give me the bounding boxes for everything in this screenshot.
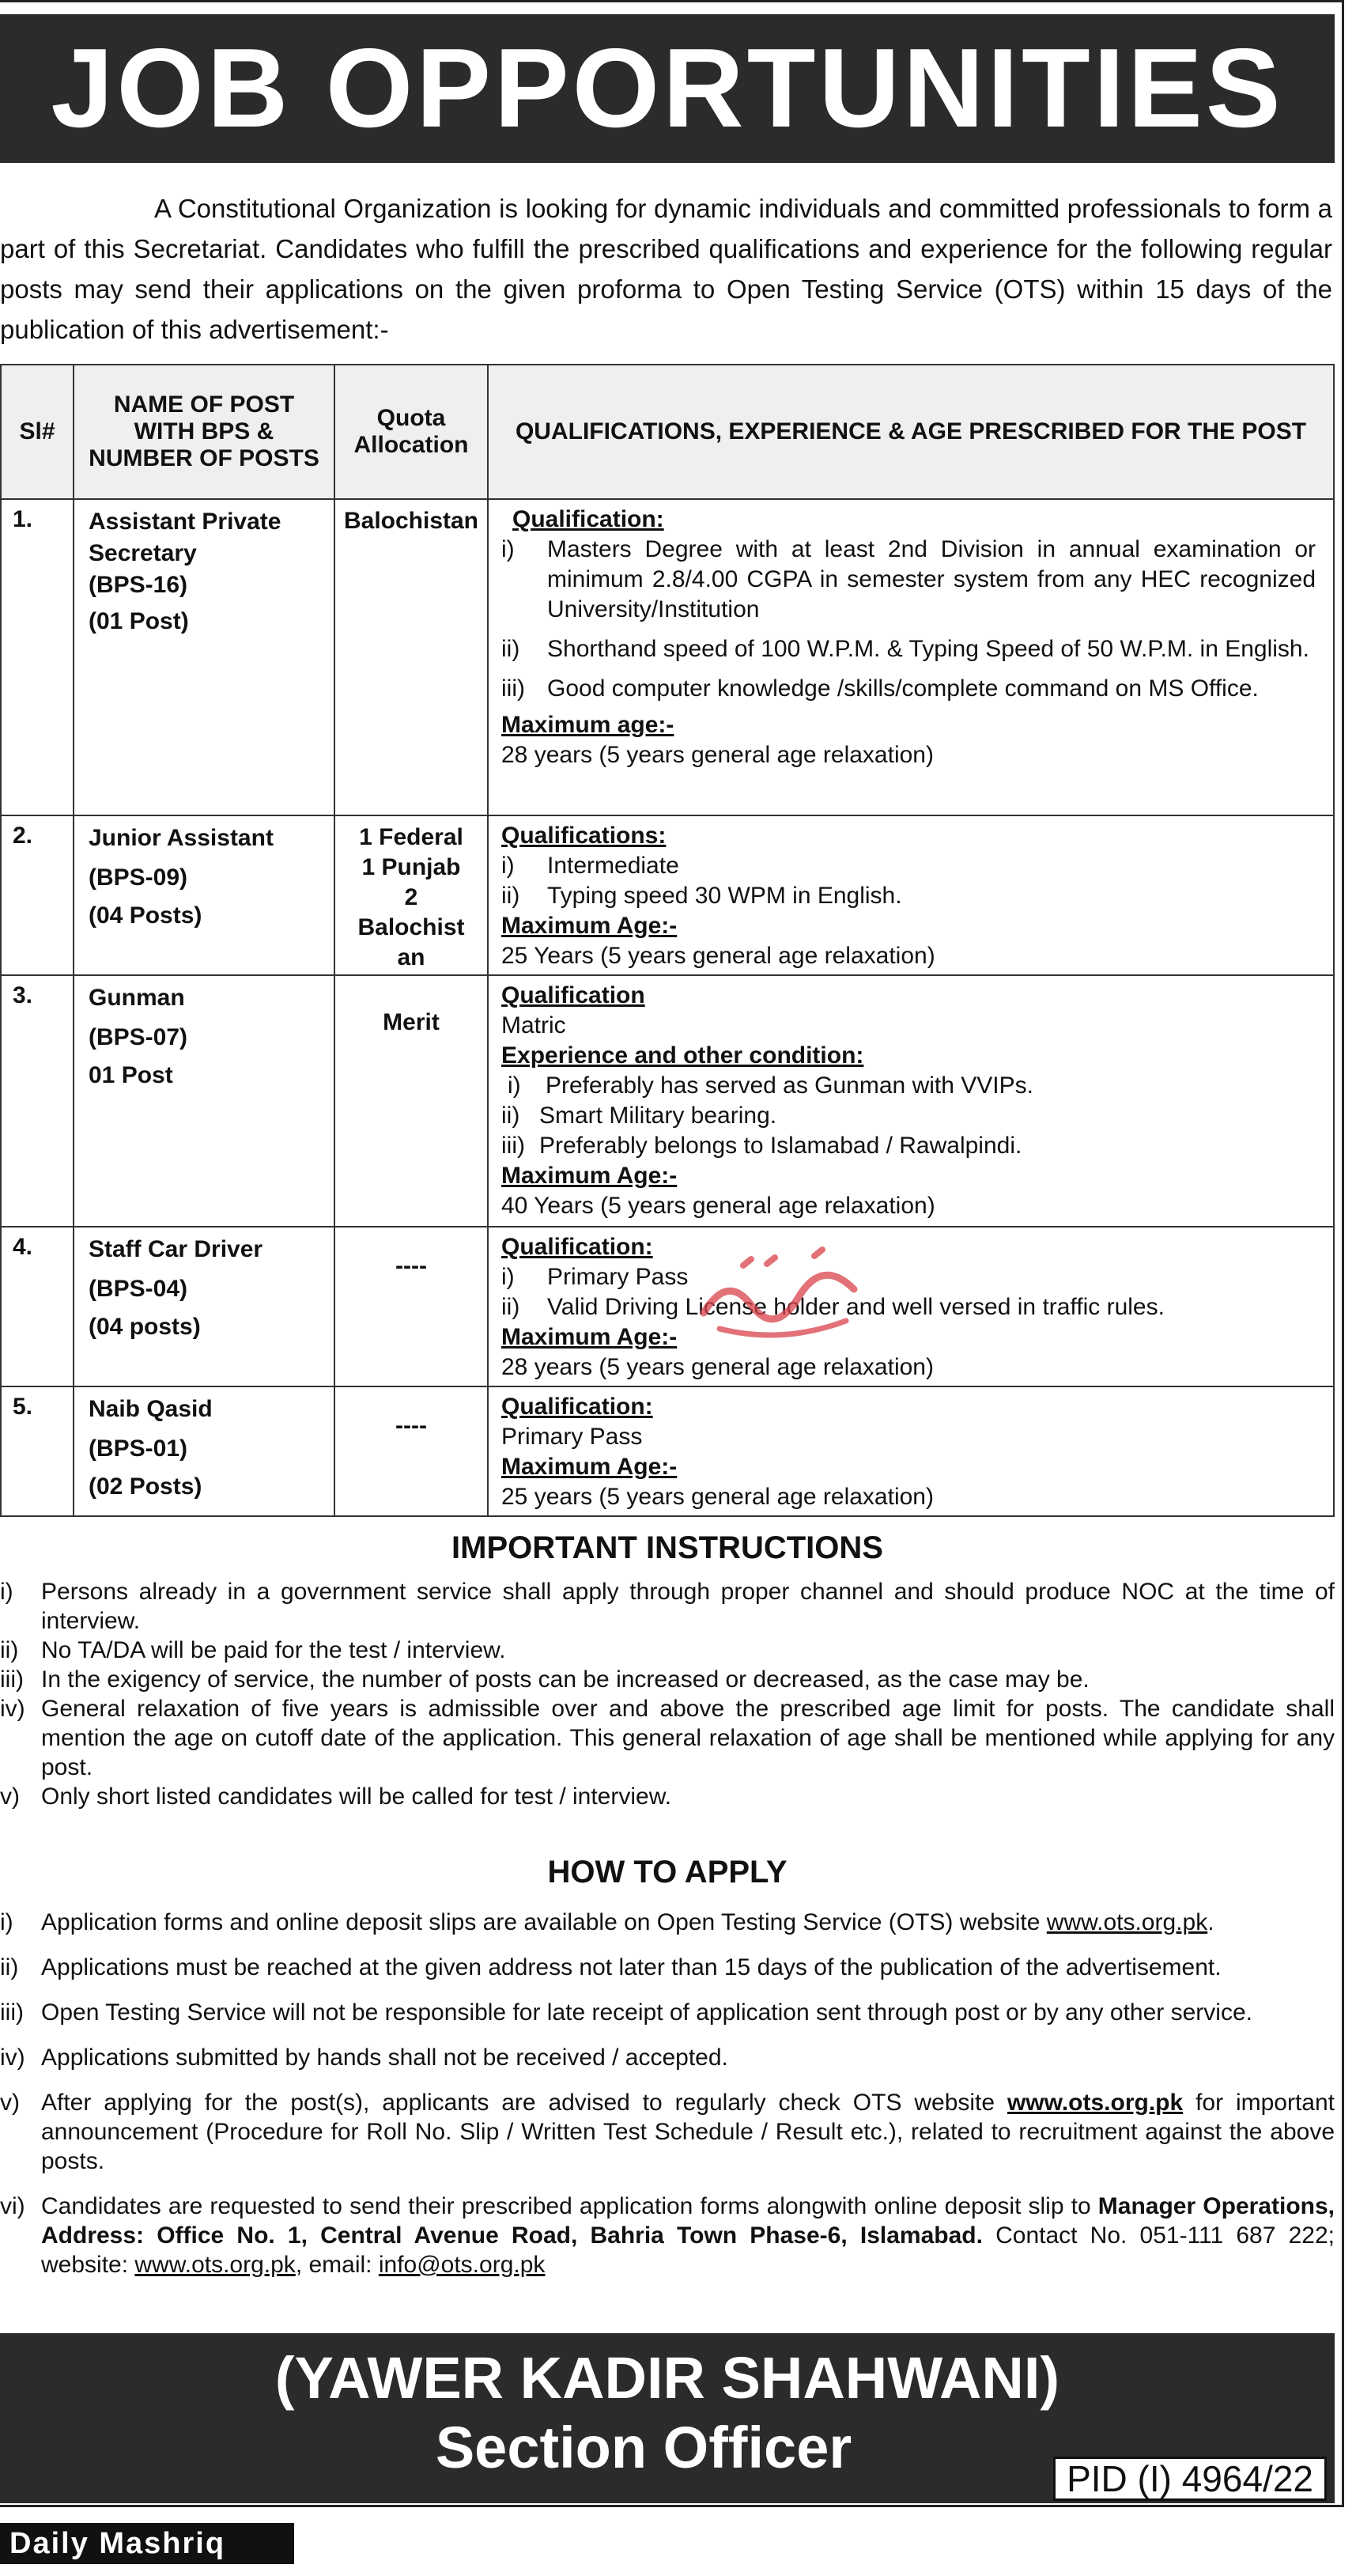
- list-item: [501, 1131, 1316, 1161]
- list-item: [501, 1262, 1316, 1292]
- apply-list: [0, 1908, 1335, 2279]
- quota-cell: Merit: [334, 975, 488, 1227]
- post-bps: (BPS-16): [89, 572, 188, 598]
- item-number: ii): [501, 636, 520, 662]
- header-post: NAME OF POST WITH BPS & NUMBER OF POSTS: [74, 365, 334, 499]
- list-item: [0, 1665, 1335, 1694]
- item-text: General relaxation of five years is admissible over and above the prescribed age limit for posts. The candidate shall mention the age on cutoff date of the application. This general relaxation of age shall be mentioned while applying for any post.: [41, 1696, 1335, 1780]
- quota-line: Balochist: [357, 914, 465, 940]
- quota-cell: ----: [334, 1386, 488, 1516]
- list-item: [501, 634, 1316, 664]
- item-text: No TA/DA will be paid for the test / interview.: [41, 1637, 506, 1663]
- quota-cell: Balochistan: [334, 499, 488, 815]
- list-item: [0, 1577, 1335, 1636]
- item-text: [41, 1908, 1335, 1937]
- item-number: iv): [0, 2045, 25, 2071]
- item-text: Shorthand speed of 100 W.P.M. & Typing Speed of 50 W.P.M. in English.: [547, 636, 1309, 662]
- newspaper-name: Daily Mashriq: [0, 2523, 294, 2564]
- post-count: (02 Posts): [89, 1473, 202, 1500]
- item-number: iii): [0, 1999, 24, 2026]
- item-text: Applications submitted by hands shall not be received / accepted.: [41, 2045, 728, 2071]
- quota-cell: ----: [334, 1227, 488, 1386]
- age-heading: Maximum Age:-: [501, 1163, 678, 1189]
- item-number: iv): [0, 1696, 25, 1722]
- item-text-part: Application forms and online deposit slips are available on Open Testing Service (OTS) website: [41, 1909, 1047, 1935]
- item-text: Persons already in a government service shall apply through proper channel and should produce NOC at the time of interview.: [41, 1579, 1335, 1634]
- ots-website-link[interactable]: www.ots.org.pk: [1007, 2090, 1184, 2116]
- post-bps: (BPS-01): [89, 1436, 188, 1462]
- list-item: [501, 1101, 1316, 1131]
- item-text-part: Contact No. 051-111 687 222; website:: [41, 2222, 1335, 2278]
- item-text: [41, 2192, 1335, 2279]
- signature-block: [0, 2333, 1335, 2503]
- item-number: ii): [501, 1294, 520, 1320]
- item-text-part: Candidates are requested to send their prescribed application forms alongwith online deposit slip to: [41, 2193, 1098, 2219]
- age-text: 25 years (5 years general age relaxation): [501, 1484, 934, 1510]
- post-cell: [74, 499, 334, 815]
- post-cell: [74, 1227, 334, 1386]
- instructions-title: IMPORTANT INSTRUCTIONS: [451, 1530, 883, 1565]
- quota-line: 2: [404, 884, 418, 910]
- list-item: [0, 1694, 1335, 1782]
- age-heading: Maximum Age:-: [501, 1324, 678, 1350]
- age-text: 28 years (5 years general age relaxation): [501, 1354, 934, 1380]
- item-text: Masters Degree with at least 2nd Division in annual examination or minimum 2.8/4.00 CGPA in semester system from any HEC recognized University/Institution: [547, 536, 1316, 622]
- list-item: [501, 851, 1316, 881]
- signatory-name: (YAWER KADIR SHAHWANI): [274, 2345, 1060, 2411]
- post-bps: (BPS-09): [89, 864, 188, 891]
- post-bps: (BPS-04): [89, 1276, 188, 1302]
- item-text: Only short listed candidates will be called for test / interview.: [41, 1784, 672, 1810]
- qualification-cell: [488, 1227, 1334, 1386]
- how-to-apply-title: HOW TO APPLY: [547, 1855, 788, 1889]
- list-item: [0, 1636, 1335, 1665]
- item-number: i): [0, 1579, 13, 1605]
- post-cell: [74, 1386, 334, 1516]
- table-row: [1, 1386, 1334, 1516]
- posts-table: [0, 364, 1335, 1517]
- header-sl: Sl#: [1, 365, 74, 499]
- post-name: Naib Qasid: [89, 1396, 213, 1422]
- table-row: [1, 1227, 1334, 1386]
- quota-line: 1 Punjab: [361, 854, 461, 880]
- item-text: In the exigency of service, the number of posts can be increased or decreased, as the case may be.: [41, 1666, 1090, 1693]
- item-text: Preferably has served as Gunman with VVIPs.: [546, 1072, 1033, 1099]
- item-number: v): [0, 2090, 20, 2116]
- table-header-row: [1, 365, 1334, 499]
- page-title: JOB OPPORTUNITIES: [51, 25, 1284, 151]
- item-text: Intermediate: [547, 853, 679, 879]
- post-name: Staff Car Driver: [89, 1236, 263, 1262]
- post-name: Gunman: [89, 985, 185, 1011]
- row-number: 3.: [1, 975, 74, 1227]
- list-item: [0, 2192, 1335, 2279]
- quota-line: an: [397, 944, 425, 970]
- table-row: [1, 975, 1334, 1227]
- signatory-title: Section Officer: [435, 2415, 852, 2480]
- item-text: Applications must be reached at the given address not later than 15 days of the publication of the advertisement.: [41, 1954, 1222, 1980]
- item-number: ii): [0, 1954, 19, 1980]
- item-text: Good computer knowledge /skills/complete command on MS Office.: [547, 675, 1259, 702]
- qualification-cell: [488, 815, 1334, 975]
- header-quota: Quota Allocation: [334, 365, 488, 499]
- post-bps: (BPS-07): [89, 1024, 188, 1050]
- list-item: [501, 535, 1316, 625]
- pid-number: PID (I) 4964/22: [1053, 2457, 1327, 2501]
- item-text: Smart Military bearing.: [539, 1103, 777, 1129]
- age-text: 25 Years (5 years general age relaxation): [501, 943, 935, 969]
- experience-heading: Experience and other condition:: [501, 1042, 864, 1069]
- item-number: i): [501, 1264, 515, 1290]
- qualification-heading: Qualification: [501, 982, 645, 1008]
- qualification-cell: [488, 499, 1334, 815]
- qualification-heading: Qualifications:: [501, 823, 667, 849]
- item-number: i): [0, 1909, 13, 1935]
- item-text: [41, 2088, 1335, 2176]
- age-heading: Maximum Age:-: [501, 913, 678, 939]
- header-banner: [0, 14, 1335, 163]
- intro-paragraph: [0, 188, 1332, 350]
- list-item: [0, 2088, 1335, 2176]
- list-item: [501, 1071, 1316, 1101]
- post-count: 01 Post: [89, 1062, 173, 1088]
- item-number: ii): [501, 883, 520, 909]
- age-text: 40 Years (5 years general age relaxation): [501, 1193, 935, 1219]
- item-text: Typing speed 30 WPM in English.: [547, 883, 902, 909]
- quota-line: 1 Federal: [359, 824, 463, 850]
- item-text: Preferably belongs to Islamabad / Rawalpindi.: [539, 1133, 1022, 1159]
- qualification-heading: Qualification:: [501, 1394, 653, 1420]
- item-text-part: , email:: [295, 2252, 379, 2278]
- post-name: Assistant Private Secretary: [89, 509, 281, 566]
- item-number: iii): [501, 675, 525, 702]
- how-to-apply-section: [0, 1855, 1335, 2279]
- item-number: iii): [0, 1666, 24, 1693]
- list-item: [0, 1953, 1335, 1982]
- age-heading: Maximum Age:-: [501, 1454, 678, 1480]
- qualification-heading: Qualification:: [501, 1234, 653, 1260]
- qualification-text: Matric: [501, 1012, 566, 1038]
- list-item: [0, 2043, 1335, 2072]
- table-row: [1, 815, 1334, 975]
- intro-text: A Constitutional Organization is looking for dynamic individuals and committed professionals to form a part of this Secretariat. Candidates who fulfill the prescribed qualifications and experience for the following regular posts may send their applications on the given proforma to Open Testing Service (OTS) within 15 days of the publication of this advertisement:-: [0, 194, 1332, 344]
- row-number: 1.: [1, 499, 74, 815]
- list-item: [501, 881, 1316, 911]
- list-item: [0, 1998, 1335, 2027]
- manager-address: Manager Operations, Address: Office No. 1, Central Avenue Road, Bahria Town Phase-6, Islamabad.: [41, 2193, 1335, 2249]
- item-number: i): [508, 1072, 521, 1099]
- row-number: 2.: [1, 815, 74, 975]
- qualification-cell: [488, 975, 1334, 1227]
- list-item: [0, 1782, 1335, 1811]
- post-count: (04 posts): [89, 1314, 201, 1340]
- age-text: 28 years (5 years general age relaxation): [501, 742, 934, 768]
- list-item: [0, 1908, 1335, 1937]
- item-text-part: After applying for the post(s), applicants are advised to regularly check OTS website: [41, 2090, 1007, 2116]
- item-text: Open Testing Service will not be responsible for late receipt of application sent through post or by any other service.: [41, 1999, 1252, 2026]
- item-number: i): [501, 536, 515, 562]
- header-qualifications: QUALIFICATIONS, EXPERIENCE & AGE PRESCRIBED FOR THE POST: [488, 365, 1334, 499]
- ots-website-link[interactable]: www.ots.org.pk: [1046, 1909, 1208, 1935]
- qualification-text: Primary Pass: [501, 1424, 643, 1450]
- instructions-list: [0, 1577, 1335, 1811]
- post-cell: [74, 975, 334, 1227]
- item-number: v): [0, 1784, 20, 1810]
- item-text: Primary Pass: [547, 1264, 689, 1290]
- age-heading: Maximum age:-: [501, 712, 674, 738]
- item-text-part: for important announcement (Procedure for Roll No. Slip / Written Test Schedule / Result etc.), related to recruitment against the above posts.: [41, 2090, 1335, 2174]
- post-cell: [74, 815, 334, 975]
- ots-website-link[interactable]: www.ots.org.pk: [134, 2252, 296, 2278]
- item-number: ii): [501, 1103, 520, 1129]
- post-name: Junior Assistant: [89, 825, 274, 851]
- item-text: Valid Driving License holder and well versed in traffic rules.: [547, 1294, 1165, 1320]
- quota-cell: [334, 815, 488, 975]
- post-count: (01 Post): [89, 608, 189, 634]
- item-number: iii): [501, 1133, 525, 1159]
- row-number: 4.: [1, 1227, 74, 1386]
- list-item: [501, 1292, 1316, 1322]
- qualification-heading: Qualification:: [512, 506, 664, 532]
- table-row: [1, 499, 1334, 815]
- row-number: 5.: [1, 1386, 74, 1516]
- item-number: i): [501, 853, 515, 879]
- item-number: ii): [0, 1637, 19, 1663]
- item-text-end: .: [1207, 1909, 1214, 1935]
- post-count: (04 Posts): [89, 902, 202, 929]
- list-item: [501, 674, 1316, 704]
- item-number: vi): [0, 2193, 25, 2219]
- qualification-cell: [488, 1386, 1334, 1516]
- instructions-section: [0, 1530, 1335, 1811]
- email-link[interactable]: info@ots.org.pk: [378, 2252, 546, 2278]
